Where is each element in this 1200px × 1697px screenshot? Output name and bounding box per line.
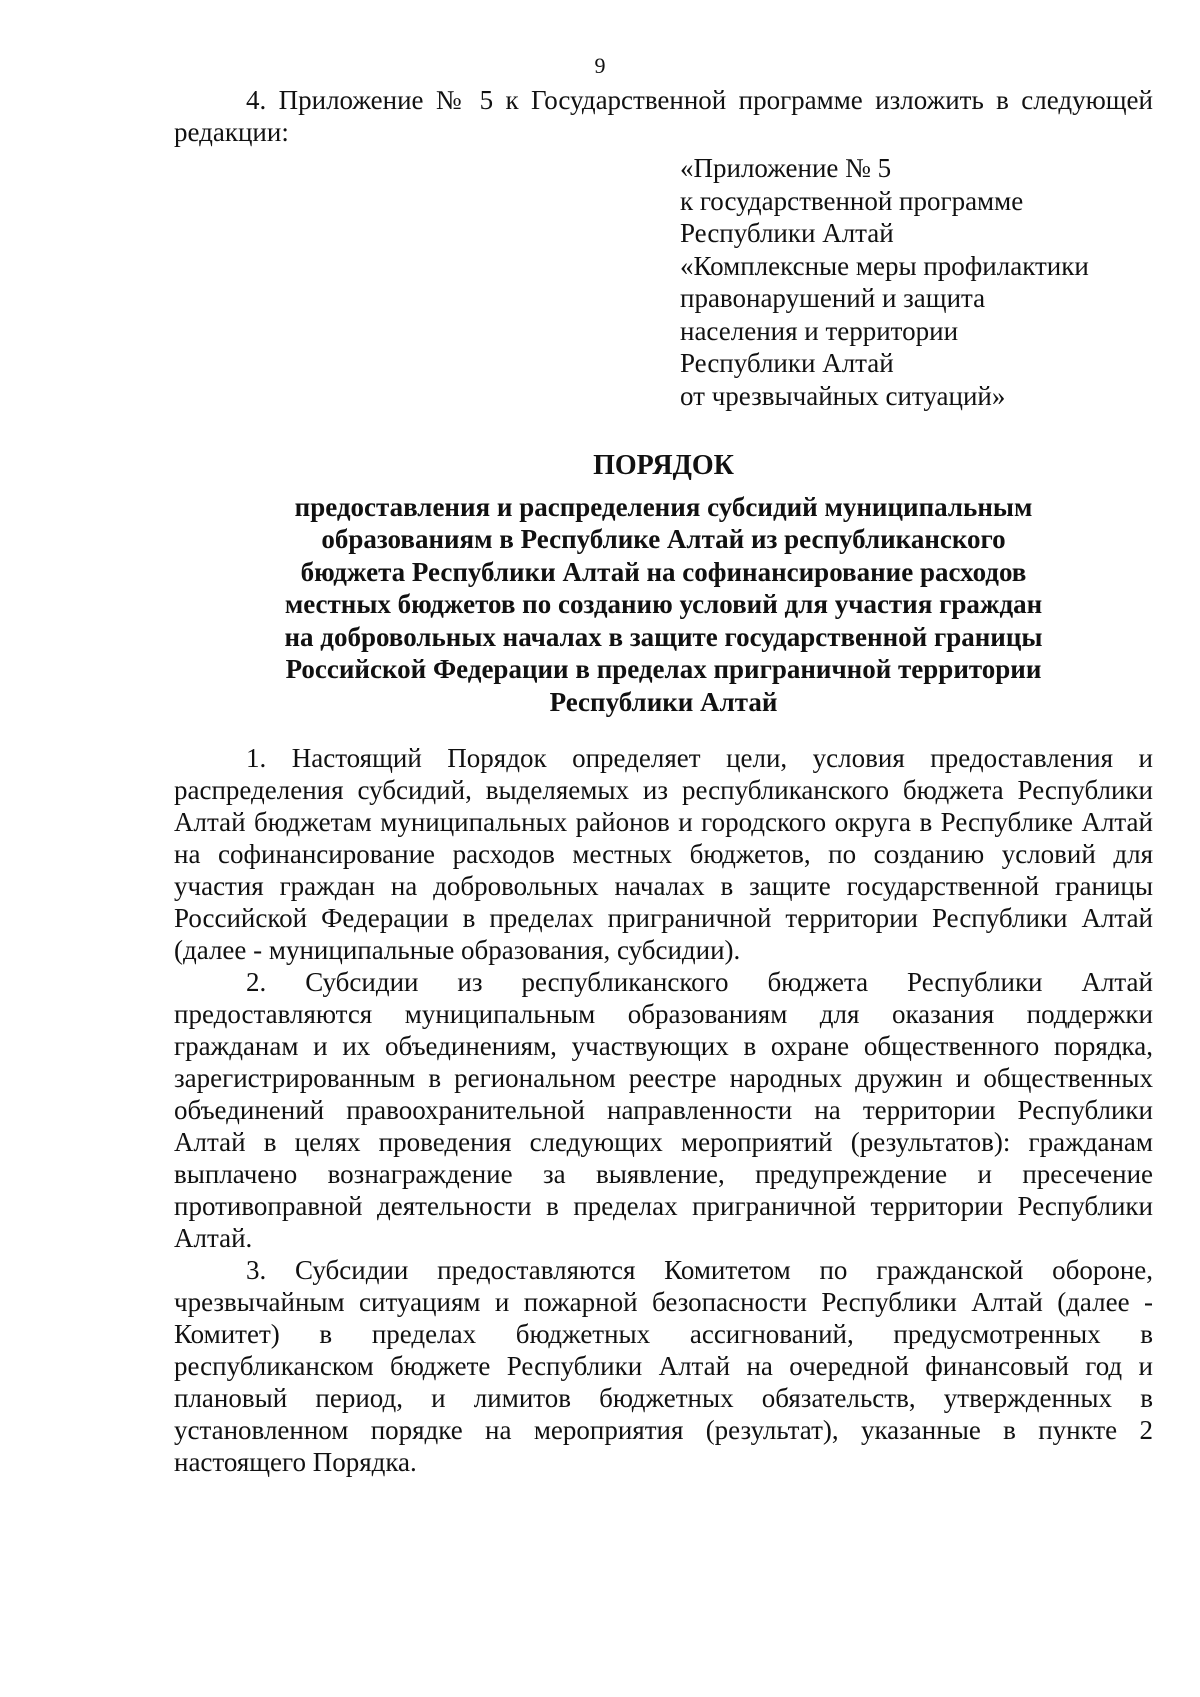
appendix-line: «Приложение № 5 bbox=[680, 153, 892, 183]
body-paragraph-1: 1. Настоящий Порядок определяет цели, условия предоставления и распределения субсидий, выделяемых из республиканского бюджета Республики Алтай бюджетам муниципальных районов и городского округа в Республике Алтай на софинансирование расходов местных бюджетов, по созданию условий для участия граждан на добровольных началах в защите государственной границы Российской Федерации в пределах приграничной территории Республики Алтай (далее - муниципальные образования, субсидии). bbox=[174, 743, 1153, 965]
appendix-line: к государственной программе bbox=[680, 185, 1024, 216]
appendix-line: Республики Алтай bbox=[680, 348, 894, 378]
heading-subtitle-line: Республики Алтай bbox=[549, 686, 778, 717]
heading-subtitle-line: образованиям в Республике Алтай из республиканского bbox=[321, 524, 1006, 554]
document-body bbox=[174, 742, 1153, 1478]
heading-title: ПОРЯДОК bbox=[593, 450, 734, 481]
heading-subtitle-line: местных бюджетов по созданию условий для участия граждан bbox=[284, 589, 1043, 619]
appendix-line: населения и территории bbox=[680, 315, 959, 346]
heading-subtitle-line: предоставления и распределения субсидий муниципальным bbox=[294, 491, 1033, 522]
appendix-reference bbox=[680, 152, 1160, 412]
appendix-line: правонарушений и защита bbox=[680, 283, 986, 313]
body-paragraph-3: 3. Субсидии предоставляются Комитетом по гражданской обороне, чрезвычайным ситуациям и пожарной безопасности Республики Алтай (далее - Комитет) в пределах бюджетных ассигнований, предусмотренных в республиканском бюджете Республики Алтай на очередной финансовый год и плановый период, и лимитов бюджетных обязательств, утвержденных в установленном порядке на мероприятия (результат), указанные в пункте 2 настоящего Порядка. bbox=[174, 1255, 1153, 1477]
intro-section bbox=[174, 84, 1153, 148]
body-paragraph-2: 2. Субсидии из республиканского бюджета Республики Алтай предоставляются муниципальным образованиям для оказания поддержки гражданам и их объединениям, участвующих в охране общественного порядка, зарегистрированным в региональном реестре народных дружин и общественных объединений правоохранительной направленности на территории Республики Алтай в целях проведения следующих мероприятий (результатов): гражданам выплачено вознаграждение за выявление, предупреждение и пресечение противоправной деятельности в пределах приграничной территории Республики Алтай. bbox=[174, 967, 1153, 1253]
document-heading bbox=[174, 450, 1153, 718]
heading-subtitle-line: на добровольных началах в защите государственной границы bbox=[284, 621, 1043, 652]
appendix-line: от чрезвычайных ситуаций» bbox=[680, 380, 1006, 411]
heading-subtitle-line: бюджета Республики Алтай на софинансирование расходов bbox=[300, 556, 1027, 587]
heading-subtitle-line: Российской Федерации в пределах приграничной территории bbox=[285, 654, 1042, 684]
intro-paragraph: 4. Приложение № 5 к Государственной программе изложить в следующей редакции: bbox=[174, 85, 1153, 147]
appendix-line: Республики Алтай bbox=[680, 218, 894, 248]
appendix-line: «Комплексные меры профилактики bbox=[680, 250, 1089, 281]
page-number: 9 bbox=[594, 53, 606, 78]
